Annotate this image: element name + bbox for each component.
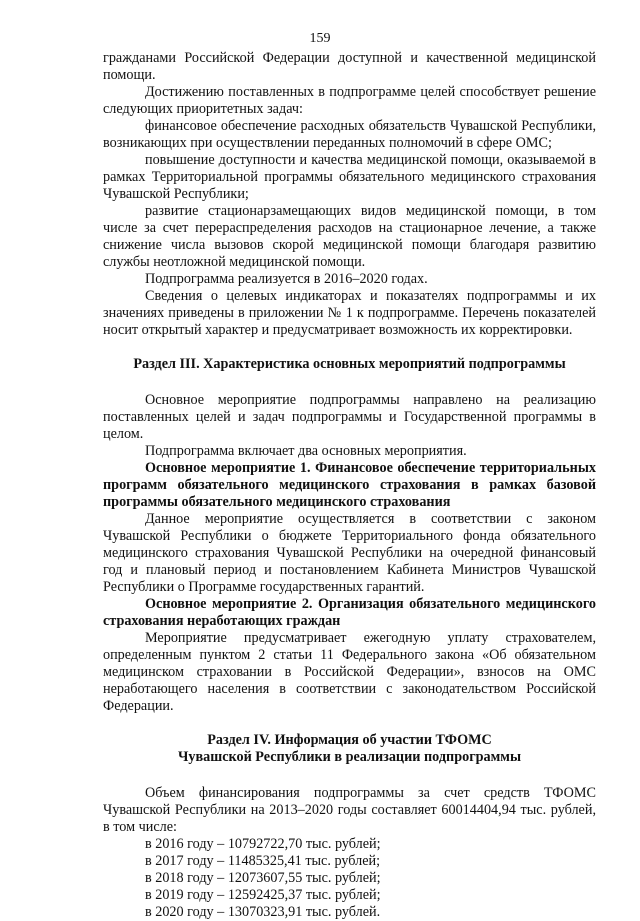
paragraph: Данное мероприятие осуществляется в соответствии с законом Чувашской Республики о бюджете Территориального фонда обязательного медицинского страхования Чувашской Республики на очередной финансовый год и плановый период и постановлением Кабинета Министров Чувашской Республики о Программе государственных гарантий. bbox=[103, 511, 596, 595]
paragraph: Сведения о целевых индикаторах и показателях подпрограммы и их значениях приведены в приложении № 1 к подпрограмме. Перечень показателей носит открытый характер и предусматривает возможность их корректировки. bbox=[103, 288, 596, 338]
list-item: в 2017 году – 11485325,41 тыс. рублей; bbox=[145, 853, 381, 869]
section-heading: Раздел IV. Информация об участии ТФОМС bbox=[207, 732, 492, 748]
paragraph: гражданами Российской Федерации доступной и качественной медицинской помощи. bbox=[103, 50, 596, 83]
measure-heading: Основное мероприятие 1. Финансовое обеспечение территориальных программ обязательного медицинского страхования в рамках базовой программы обязательного медицинского страхования bbox=[103, 460, 596, 510]
paragraph: повышение доступности и качества медицинской помощи, оказываемой в рамках Территориальной программы обязательного медицинского страхования Чувашской Республики; bbox=[103, 152, 596, 202]
paragraph: финансовое обеспечение расходных обязательств Чувашской Республики, возникающих при осуществлении переданных полномочий в сфере ОМС; bbox=[103, 118, 596, 151]
page-number: 159 bbox=[309, 31, 331, 46]
list-item: в 2016 году – 10792722,70 тыс. рублей; bbox=[145, 836, 381, 852]
section-heading: Чувашской Республики в реализации подпрограммы bbox=[177, 749, 522, 765]
paragraph: Подпрограмма включает два основных мероприятия. bbox=[145, 443, 467, 459]
list-item: в 2019 году – 12592425,37 тыс. рублей; bbox=[145, 887, 381, 903]
page-content bbox=[103, 50, 596, 921]
paragraph: развитие стационарзамещающих видов медицинской помощи, в том числе за счет перераспределения расходов на стационарное лечение, а также снижение числа вызовов скорой медицинской помощи благодаря развитию службы неотложной медицинской помощи. bbox=[103, 203, 596, 270]
paragraph: Подпрограмма реализуется в 2016–2020 годах. bbox=[145, 271, 428, 287]
paragraph: Достижению поставленных в подпрограмме целей способствует решение следующих приоритетных задач: bbox=[103, 84, 596, 117]
funding-list bbox=[103, 836, 596, 921]
measure-heading: Основное мероприятие 2. Организация обязательного медицинского страхования неработающих граждан bbox=[103, 596, 596, 629]
paragraph: Основное мероприятие подпрограммы направлено на реализацию поставленных целей и задач подпрограммы и Государственной программы в целом. bbox=[103, 392, 596, 442]
list-item: в 2020 году – 13070323,91 тыс. рублей. bbox=[145, 904, 381, 920]
paragraph: Объем финансирования подпрограммы за счет средств ТФОМС Чувашской Республики на 2013–2020 годы составляет 60014404,94 тыс. рублей, в том числе: bbox=[103, 785, 596, 835]
list-item: в 2018 году – 12073607,55 тыс. рублей; bbox=[145, 870, 381, 886]
paragraph: Мероприятие предусматривает ежегодную уплату страхователем, определенным пунктом 2 статьи 11 Федерального закона «Об обязательном медицинском страховании в Российской Федерации», взносов на ОМС неработающего населения в соответствии с законодательством Российской Федерации. bbox=[103, 630, 596, 714]
section-heading: Раздел III. Характеристика основных мероприятий подпрограммы bbox=[133, 356, 566, 372]
